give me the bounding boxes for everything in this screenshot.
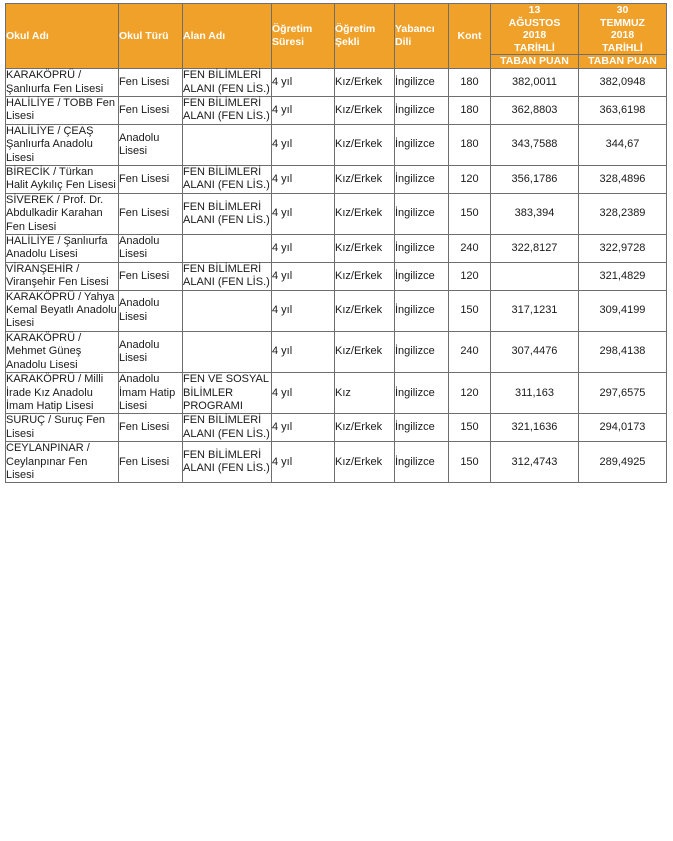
cell-taban-puan-1: 383,394 (491, 193, 579, 234)
cell-ogretim-suresi: 4 yıl (272, 442, 335, 483)
cell-taban-puan-1: 311,163 (491, 373, 579, 414)
table-row (6, 193, 667, 234)
table-row (6, 373, 667, 414)
cell-alan-adi (183, 331, 272, 372)
cell-ogretim-suresi: 4 yıl (272, 235, 335, 263)
cell-taban-puan-2: 289,4925 (579, 442, 667, 483)
cell-kont: 240 (449, 235, 491, 263)
cell-okul-adi: HALİLİYE / TOBB Fen Lisesi (6, 96, 119, 124)
cell-ogretim-sekli: Kız/Erkek (335, 96, 395, 124)
cell-taban-puan-2: 294,0173 (579, 414, 667, 442)
cell-taban-puan-2: 297,6575 (579, 373, 667, 414)
col-header-taban-puan-2: TABAN PUAN (579, 55, 667, 69)
col-header-kont: Kont (449, 4, 491, 69)
cell-ogretim-sekli: Kız/Erkek (335, 414, 395, 442)
cell-taban-puan-1: 382,0011 (491, 69, 579, 97)
cell-ogretim-sekli: Kız (335, 373, 395, 414)
cell-taban-puan-1: 356,1786 (491, 166, 579, 194)
cell-ogretim-suresi: 4 yıl (272, 193, 335, 234)
cell-taban-puan-1: 312,4743 (491, 442, 579, 483)
cell-yabanci-dili: İngilizce (395, 96, 449, 124)
col-header-date-2 (579, 4, 667, 55)
schools-score-table (5, 3, 667, 483)
cell-ogretim-sekli: Kız/Erkek (335, 442, 395, 483)
table-row (6, 166, 667, 194)
cell-alan-adi: FEN BİLİMLERİ ALANI (FEN LİS.) (183, 442, 272, 483)
cell-taban-puan-1 (491, 262, 579, 290)
col-header-okul-turu: Okul Türü (119, 4, 183, 69)
col-header-ogretim-suresi: Öğretim Süresi (272, 4, 335, 69)
cell-taban-puan-1: 321,1636 (491, 414, 579, 442)
cell-taban-puan-1: 307,4476 (491, 331, 579, 372)
cell-alan-adi: FEN BİLİMLERİ ALANI (FEN LİS.) (183, 96, 270, 123)
cell-yabanci-dili: İngilizce (395, 124, 449, 165)
table-row (6, 262, 667, 290)
date-1-year: 2018 (522, 29, 547, 42)
cell-ogretim-suresi: 4 yıl (272, 331, 335, 372)
cell-ogretim-sekli: Kız/Erkek (335, 262, 395, 290)
cell-alan-adi: FEN BİLİMLERİ ALANI (FEN LİS.) (183, 69, 270, 95)
cell-kont: 150 (449, 193, 491, 234)
header-row-main (6, 4, 667, 55)
table-row (6, 96, 667, 124)
cell-okul-turu: Anadolu Lisesi (119, 124, 183, 165)
cell-ogretim-suresi: 4 yıl (272, 166, 335, 194)
table-header (6, 4, 667, 69)
cell-alan-adi (183, 290, 272, 331)
cell-alan-adi: FEN BİLİMLERİ ALANI (FEN LİS.) (183, 262, 270, 289)
cell-yabanci-dili: İngilizce (395, 442, 449, 483)
cell-ogretim-suresi: 4 yıl (272, 373, 335, 414)
cell-ogretim-sekli: Kız/Erkek (335, 235, 395, 263)
table-row (6, 124, 667, 165)
cell-okul-adi: KARAKÖPRÜ / Mehmet Güneş Anadolu Lisesi (6, 331, 119, 372)
cell-kont: 180 (449, 69, 491, 97)
cell-kont: 120 (449, 262, 491, 290)
cell-ogretim-sekli: Kız/Erkek (335, 193, 395, 234)
cell-kont: 180 (449, 124, 491, 165)
cell-taban-puan-2: 321,4829 (579, 262, 667, 290)
table-row (6, 290, 667, 331)
cell-okul-turu: Anadolu Lisesi (119, 235, 183, 263)
cell-ogretim-sekli: Kız/Erkek (335, 331, 395, 372)
cell-kont: 180 (449, 96, 491, 124)
cell-okul-turu: Fen Lisesi (119, 96, 183, 124)
cell-okul-turu: Fen Lisesi (119, 442, 183, 483)
cell-okul-turu: Anadolu Lisesi (119, 290, 183, 331)
cell-ogretim-suresi: 4 yıl (272, 262, 335, 290)
cell-kont: 150 (449, 442, 491, 483)
cell-kont: 150 (449, 290, 491, 331)
cell-okul-turu: Fen Lisesi (119, 262, 183, 290)
cell-okul-adi: HALİLİYE / ÇEAŞ Şanlıurfa Anadolu Lisesi (6, 124, 119, 165)
cell-ogretim-sekli: Kız/Erkek (335, 124, 395, 165)
cell-taban-puan-1: 317,1231 (491, 290, 579, 331)
cell-okul-adi: KARAKÖPRÜ / Milli İrade Kız Anadolu İmam Hatip Lisesi (6, 373, 119, 414)
cell-okul-turu: Fen Lisesi (119, 69, 183, 97)
date-2-label: TARİHLİ (602, 41, 643, 54)
cell-taban-puan-2: 344,67 (579, 124, 667, 165)
cell-ogretim-sekli: Kız/Erkek (335, 290, 395, 331)
cell-taban-puan-2: 363,6198 (579, 96, 667, 124)
cell-kont: 240 (449, 331, 491, 372)
date-2-year: 2018 (610, 29, 635, 42)
col-header-yabanci-dili: Yabancı Dili (395, 4, 449, 69)
cell-kont: 150 (449, 414, 491, 442)
cell-alan-adi: FEN BİLİMLERİ ALANI (FEN LİS.) (183, 166, 270, 192)
cell-yabanci-dili: İngilizce (395, 235, 449, 263)
cell-okul-turu: Fen Lisesi (119, 193, 183, 234)
cell-okul-adi: KARAKÖPRÜ / Yahya Kemal Beyatlı Anadolu Lisesi (6, 290, 117, 330)
cell-ogretim-suresi: 4 yıl (272, 290, 335, 331)
cell-alan-adi: FEN BİLİMLERİ ALANI (FEN LİS.) (183, 414, 270, 440)
cell-okul-turu: Anadolu İmam Hatip Lisesi (119, 373, 183, 414)
cell-yabanci-dili: İngilizce (395, 290, 449, 331)
cell-taban-puan-2: 298,4138 (579, 331, 667, 372)
table-body (6, 69, 667, 483)
col-header-date-1 (491, 4, 579, 55)
cell-taban-puan-2: 382,0948 (579, 69, 667, 97)
cell-taban-puan-2: 322,9728 (579, 235, 667, 263)
cell-ogretim-suresi: 4 yıl (272, 96, 335, 124)
cell-yabanci-dili: İngilizce (395, 262, 449, 290)
cell-okul-turu: Fen Lisesi (119, 166, 183, 194)
cell-ogretim-sekli: Kız/Erkek (335, 69, 395, 97)
col-header-ogretim-sekli: Öğretim Şekli (335, 4, 395, 69)
cell-okul-adi: BİRECİK / Türkan Halit Aykılıç Fen Lisesi (6, 166, 119, 194)
cell-taban-puan-2: 328,4896 (579, 166, 667, 194)
cell-yabanci-dili: İngilizce (395, 69, 449, 97)
table-row (6, 331, 667, 372)
cell-kont: 120 (449, 373, 491, 414)
cell-okul-adi: HALİLİYE / Şanlıurfa Anadolu Lisesi (6, 235, 119, 263)
cell-taban-puan-1: 322,8127 (491, 235, 579, 263)
table-row (6, 235, 667, 263)
cell-okul-adi: KARAKÖPRÜ / Şanlıurfa Fen Lisesi (6, 69, 119, 97)
date-2-day: 30 (616, 4, 629, 16)
cell-alan-adi: FEN VE SOSYAL BİLİMLER PROGRAMI (183, 373, 272, 414)
cell-ogretim-suresi: 4 yıl (272, 69, 335, 97)
date-2-month: TEMMUZ (600, 16, 645, 29)
cell-taban-puan-1: 362,8803 (491, 96, 579, 124)
date-1-month: AĞUSTOS (508, 16, 561, 29)
cell-okul-turu: Anadolu Lisesi (119, 331, 183, 372)
col-header-alan-adi: Alan Adı (183, 4, 272, 69)
cell-taban-puan-2: 309,4199 (579, 290, 667, 331)
cell-kont: 120 (449, 166, 491, 194)
cell-alan-adi (183, 235, 272, 263)
cell-ogretim-suresi: 4 yıl (272, 124, 335, 165)
cell-okul-adi: SURUÇ / Suruç Fen Lisesi (6, 414, 119, 442)
cell-yabanci-dili: İngilizce (395, 193, 449, 234)
col-header-okul-adi: Okul Adı (6, 4, 119, 69)
table-row (6, 442, 667, 483)
cell-yabanci-dili: İngilizce (395, 414, 449, 442)
cell-ogretim-sekli: Kız/Erkek (335, 166, 395, 194)
cell-taban-puan-2: 328,2389 (579, 193, 667, 234)
cell-okul-turu: Fen Lisesi (119, 414, 183, 442)
col-header-taban-puan-1: TABAN PUAN (491, 55, 579, 69)
cell-alan-adi (183, 124, 272, 165)
cell-okul-adi: SİVEREK / Prof. Dr. Abdulkadir Karahan Fen Lisesi (6, 193, 119, 234)
date-1-day: 13 (528, 4, 541, 16)
cell-okul-adi: VİRANŞEHİR / Viranşehir Fen Lisesi (6, 262, 119, 290)
date-1-label: TARİHLİ (514, 41, 555, 54)
cell-alan-adi: FEN BİLİMLERİ ALANI (FEN LİS.) (183, 193, 272, 234)
cell-yabanci-dili: İngilizce (395, 373, 449, 414)
cell-yabanci-dili: İngilizce (395, 331, 449, 372)
cell-taban-puan-1: 343,7588 (491, 124, 579, 165)
cell-yabanci-dili: İngilizce (395, 166, 449, 194)
table-row (6, 414, 667, 442)
cell-ogretim-suresi: 4 yıl (272, 414, 335, 442)
table-row (6, 69, 667, 97)
cell-okul-adi: CEYLANPINAR / Ceylanpınar Fen Lisesi (6, 442, 119, 483)
